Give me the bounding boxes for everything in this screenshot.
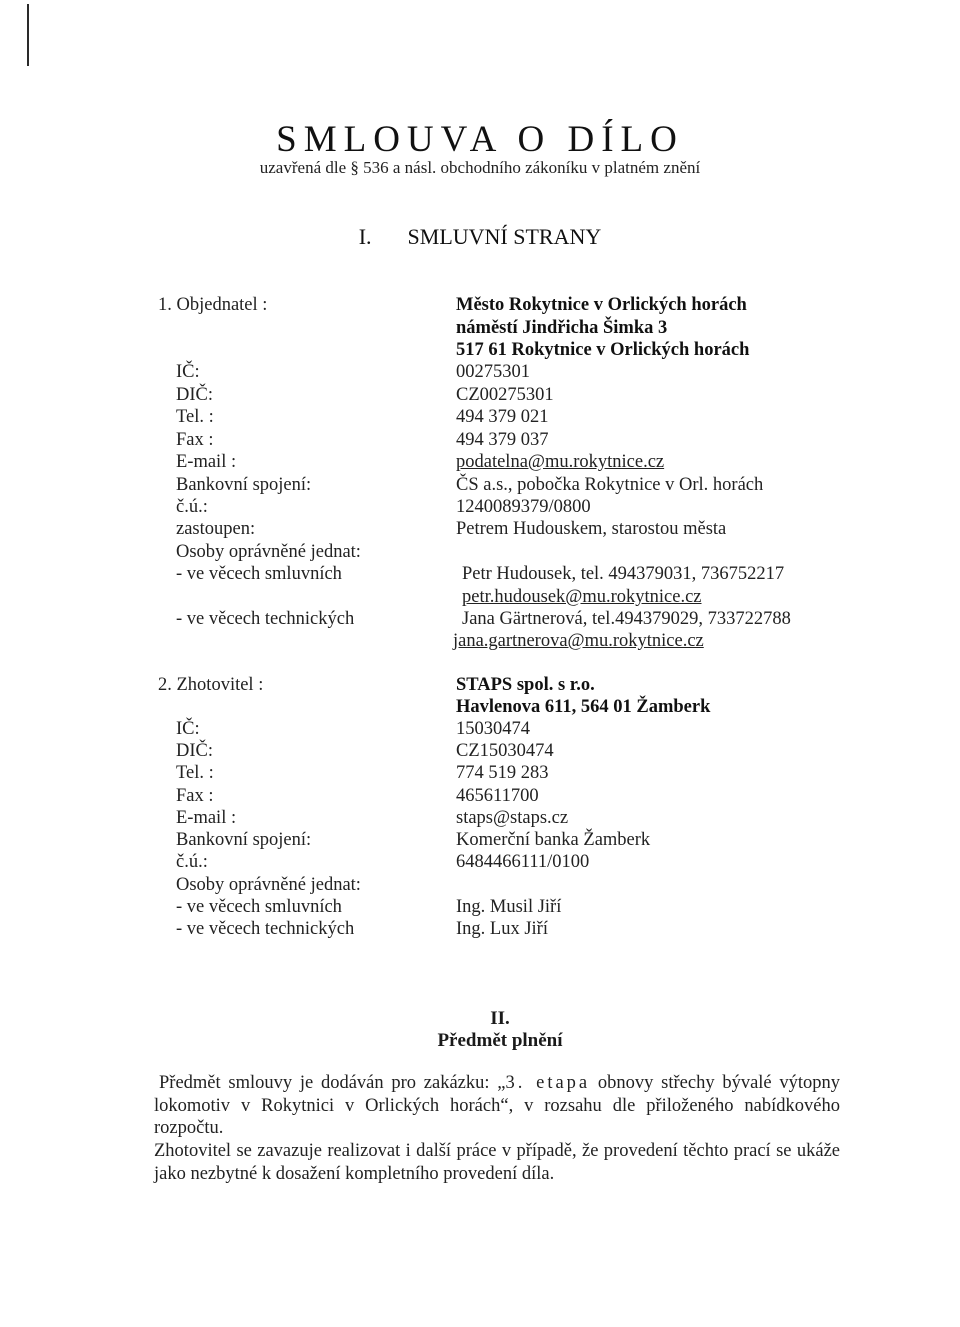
zhotovitel-contract-label: - ve věcech smluvních xyxy=(176,897,342,917)
objednatel-tel: 494 379 021 xyxy=(456,407,549,427)
zhotovitel-ic-label: IČ: xyxy=(176,719,200,739)
objednatel-fax: 494 379 037 xyxy=(456,430,549,450)
obligation-paragraph: Zhotovitel se zavazuje realizovat i další práce v případě, že provedení těchto prací se ukáže jako nezbytné k dosažení kompletního provedení díla. xyxy=(154,1141,840,1184)
subject-paragraph-start: Předmět smlouvy je dodáván pro zakázku: „ xyxy=(159,1073,506,1093)
objednatel-rep-label: zastoupen: xyxy=(176,519,256,539)
objednatel-ic-label: IČ: xyxy=(176,362,200,382)
objednatel-fax-label: Fax : xyxy=(176,430,214,450)
zhotovitel-dic-label: DIČ: xyxy=(176,741,213,761)
subject-paragraph xyxy=(154,1072,840,1140)
zhotovitel-fax-label: Fax : xyxy=(176,786,214,806)
zhotovitel-bank: Komerční banka Žamberk xyxy=(456,830,651,850)
zhotovitel-tech-person: Ing. Lux Jiří xyxy=(456,919,548,939)
objednatel-address-1: náměstí Jindřicha Šimka 3 xyxy=(456,318,668,338)
objednatel-email-link[interactable]: podatelna@mu.rokytnice.cz xyxy=(456,452,665,472)
subject-paragraph-end: obnovy střechy bývalé výtopny lokomotiv v Rokytnici v Orlických horách“, v rozsahu dle přiloženého nabídkového rozpočtu. xyxy=(154,1073,841,1138)
objednatel-contract-person: Petr Hudousek, tel. 494379031, 736752217 xyxy=(462,564,785,584)
zhotovitel-dic: CZ15030474 xyxy=(456,741,554,761)
zhotovitel-contract-person: Ing. Musil Jiří xyxy=(456,897,562,917)
objednatel-tech-label: - ve věcech technických xyxy=(176,609,355,629)
zhotovitel-account: 6484466111/0100 xyxy=(456,852,590,872)
zhotovitel-auth-label: Osoby oprávněné jednat: xyxy=(176,875,361,895)
document-subtitle: uzavřená dle § 536 a násl. obchodního zákoníku v platném znění xyxy=(259,158,701,177)
objednatel-contract-label: - ve věcech smluvních xyxy=(176,564,342,584)
objednatel-auth-label: Osoby oprávněné jednat: xyxy=(176,542,361,562)
scan-artifact-line xyxy=(27,4,29,66)
zhotovitel-tel-label: Tel. : xyxy=(176,763,214,783)
objednatel-address-2: 517 61 Rokytnice v Orlických horách xyxy=(456,340,750,360)
objednatel-bank: ČS a.s., pobočka Rokytnice v Orl. horách xyxy=(456,475,764,495)
zhotovitel-email[interactable]: staps@staps.cz xyxy=(456,808,569,828)
objednatel-dic: CZ00275301 xyxy=(456,385,554,405)
objednatel-tech-email-link[interactable]: jana.gartnerova@mu.rokytnice.cz xyxy=(453,631,704,651)
objednatel-bank-label: Bankovní spojení: xyxy=(176,475,312,495)
zhotovitel-tech-label: - ve věcech technických xyxy=(176,919,355,939)
subject-paragraph-stage: 3. etapa xyxy=(505,1073,591,1093)
section-2-number: II. xyxy=(490,1008,510,1029)
section-1-heading xyxy=(0,224,960,250)
objednatel-email-label: E-mail : xyxy=(176,452,237,472)
zhotovitel-tel: 774 519 283 xyxy=(456,763,549,783)
section-1-title: SMLUVNÍ STRANY xyxy=(407,224,602,249)
zhotovitel-label: 2. Zhotovitel : xyxy=(158,675,264,695)
objednatel-label: 1. Objednatel : xyxy=(158,295,268,315)
objednatel-name: Město Rokytnice v Orlických horách xyxy=(456,295,747,315)
section-2-title: Předmět plnění xyxy=(437,1030,563,1051)
objednatel-tech-person: Jana Gärtnerová, tel.494379029, 733722788 xyxy=(462,609,791,629)
section-1-number: I. xyxy=(358,224,372,249)
objednatel-account: 1240089379/0800 xyxy=(456,497,591,517)
document-title: SMLOUVA O DÍLO xyxy=(276,119,684,160)
objednatel-account-label: č.ú.: xyxy=(176,497,208,517)
zhotovitel-fax: 465611700 xyxy=(456,786,539,806)
objednatel-dic-label: DIČ: xyxy=(176,385,213,405)
objednatel-rep: Petrem Hudouskem, starostou města xyxy=(456,519,727,539)
zhotovitel-address: Havlenova 611, 564 01 Žamberk xyxy=(456,697,711,717)
zhotovitel-name: STAPS spol. s r.o. xyxy=(456,675,595,695)
zhotovitel-bank-label: Bankovní spojení: xyxy=(176,830,312,850)
objednatel-ic: 00275301 xyxy=(456,362,530,382)
zhotovitel-ic: 15030474 xyxy=(456,719,530,739)
zhotovitel-account-label: č.ú.: xyxy=(176,852,208,872)
zhotovitel-email-label: E-mail : xyxy=(176,808,237,828)
objednatel-contract-email-link[interactable]: petr.hudousek@mu.rokytnice.cz xyxy=(462,587,702,607)
objednatel-tel-label: Tel. : xyxy=(176,407,214,427)
